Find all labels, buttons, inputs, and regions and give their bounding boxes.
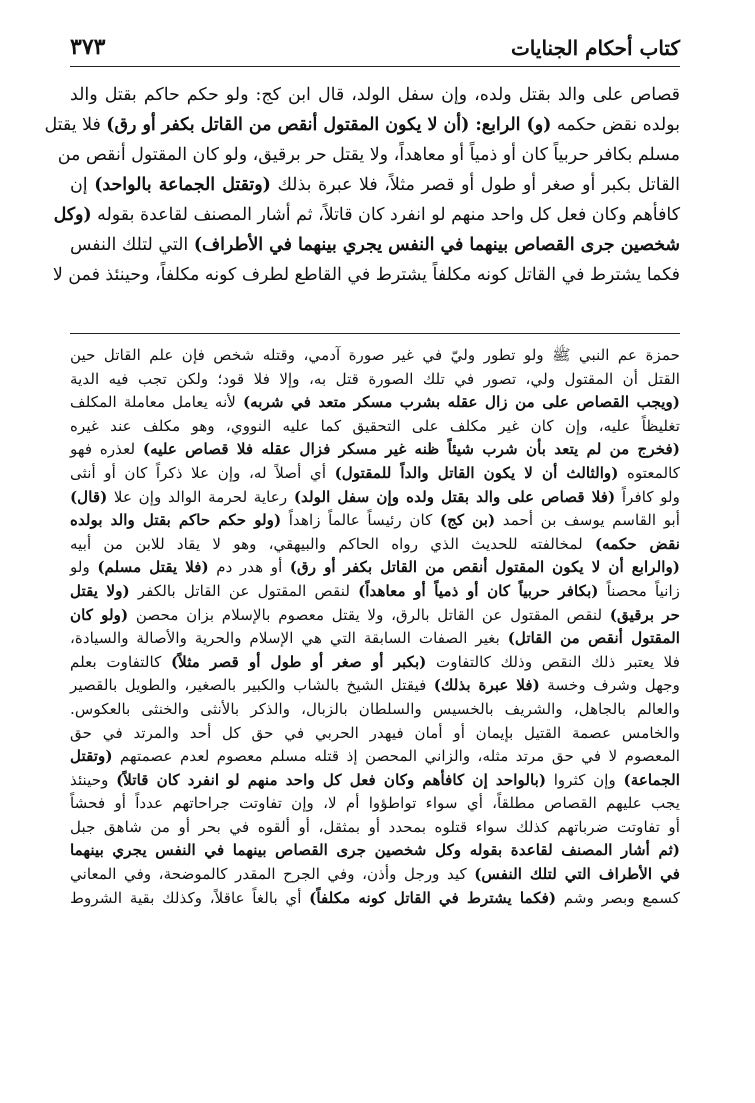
text-segment: أي بالغاً عاقلاً، وكذلك بقية الشروط <box>70 888 310 907</box>
bold-matn-segment: (بالواحد إن كافأهم وكان فعل كل واحد منهم لو انفرد كان قاتلاً) <box>116 770 547 789</box>
text-segment: فكما يشترط في القاتل كونه مكلفاً يشترط في القاطع لطرف كونه مكلفاً، وحينئذ فمن لا <box>52 265 680 285</box>
text-segment: فيقتل الشيخ بالشاب والكبير بالصغير، والطويل بالقصير <box>70 676 434 695</box>
text-segment: فلا يعتبر ذلك النقص وذلك كالتفاوت <box>426 652 680 671</box>
bold-matn-segment: (فلا عبرة بذلك) <box>433 676 540 695</box>
text-segment: والعالم بالجاهل، والشريف بالخسيس والسلطان بالزبال، والذكر بالأنثى والخنثى بالعكوس. <box>70 699 680 718</box>
bold-matn-segment: (وكل <box>53 205 92 225</box>
bold-matn-segment: (وتقتل <box>70 747 113 766</box>
bold-matn-segment: (فلا قصاص على والد بقتل ولده وإن سفل الولد) <box>293 487 616 506</box>
text-segment: وجهل وشرف وخسة <box>539 676 680 695</box>
bold-matn-segment: (فكما يشترط في القاتل كونه مكلفاً) <box>309 888 557 907</box>
text-segment: لمخالفته للحديث الذي رواه الحاكم والبيهقي، وهو لا يقاد للابن من أبيه <box>70 534 595 553</box>
commentary-line <box>70 887 680 911</box>
text-segment: رعاية لحرمة الوالد وإن علا <box>107 487 294 506</box>
commentary-line <box>70 863 680 887</box>
text-segment: القاتل بكبر أو صغر أو طول أو قصر مثلاً، فلا عبرة بذلك <box>270 175 680 195</box>
text-segment: مسلم بكافر حربياً كان أو ذمياً أو معاهداً، ولا يقتل حر برقيق، ولو كان المقتول أنقص من <box>57 145 680 165</box>
text-segment: فلا يقتل <box>44 115 107 135</box>
text-segment: والخامس عصمة القتيل بإيمان أو أمان فيهدر الحربي في حق كل أحد والمرتد في حق <box>70 723 680 742</box>
bold-matn-segment: (والرابع أن لا يكون المقتول أنقص من القاتل بكفر أو رق) <box>289 558 680 577</box>
commentary-line <box>70 792 680 816</box>
chapter-title: كتاب أحكام الجنايات <box>510 36 680 60</box>
main-text-line <box>44 110 680 140</box>
bold-matn-segment: (بكبر أو صغر أو طول أو قصر مثلاً) <box>170 652 427 671</box>
footnote-divider <box>70 333 680 334</box>
text-segment: كالمعتوه <box>618 463 680 482</box>
text-segment: كيد ورجل وأذن، وفي الجرح المقدر كالموضحة، وفي المعاني <box>70 865 475 884</box>
commentary-line <box>70 486 680 510</box>
text-segment: أبو القاسم يوسف بن أحمد <box>495 511 681 530</box>
text-segment: ولو <box>70 558 98 577</box>
text-segment: حمزة عم النبي ﷺ ولو تطور وليّ في غير صورة آدمي، وقتله شخص فإن علم القاتل حين <box>70 346 680 364</box>
text-segment: إن <box>70 175 95 195</box>
text-segment: لعذره فهو <box>70 440 143 459</box>
text-segment: تغليظاً عليه، وإن كان غير مكلف على التحقيق كما عليه النووي، وهو مكلف عند غيره <box>70 416 680 435</box>
text-segment: يجب عليهم القصاص مطلقاً، أي سواء تواطؤوا أم لا، وإن تفاوتت جراحاتهم عدداً أو فحشاً <box>70 794 680 813</box>
page-number: ٣٧٣ <box>70 34 106 60</box>
main-text-line <box>53 200 680 230</box>
text-segment: قصاص على والد بقتل ولده، وإن سفل الولد، قال ابن كج: ولو حكم حاكم بقتل والد <box>70 85 680 105</box>
text-segment: وحينئذ <box>70 770 117 789</box>
commentary-line <box>70 604 680 628</box>
bold-matn-segment: (فلا يقتل مسلم) <box>97 558 209 577</box>
commentary-line <box>70 627 680 651</box>
commentary-line <box>70 509 680 533</box>
bold-matn-segment: في الأطراف التي لتلك النفس) <box>474 865 680 884</box>
text-segment: لنقص المقتول عن القاتل بالرق، ولا يقتل معصوم بالإسلام بزان محصن <box>128 605 610 624</box>
bold-matn-segment: (قال) <box>70 487 108 506</box>
main-text-line <box>70 170 680 200</box>
running-header <box>70 32 680 67</box>
bold-matn-segment: حر برقيق) <box>609 605 681 624</box>
main-text-line <box>70 80 680 110</box>
text-segment: لنقص المقتول عن القاتل بالكفر <box>129 581 359 600</box>
commentary-line <box>70 462 680 486</box>
commentary-line <box>70 745 680 769</box>
commentary-line <box>70 769 680 793</box>
commentary-line <box>70 698 680 722</box>
commentary-line <box>70 344 680 368</box>
commentary-line <box>70 580 680 604</box>
bold-matn-segment: شخصين جرى القصاص بينهما في النفس يجري بينهما في الأطراف) <box>193 235 680 255</box>
commentary-line <box>70 415 680 439</box>
bold-matn-segment: (بن كج) <box>439 511 496 530</box>
main-text-line <box>57 140 680 170</box>
text-segment: كافأهم وكان فعل كل واحد منهم لو انفرد كان قاتلاً، ثم أشار المصنف لقاعدة بقوله <box>91 205 680 225</box>
text-segment: أو تفاوتت ضرباتهم كذلك سواء قتلوه بمحدد أو بمثقل، أو ألقوه في بحر أو من شاهق جبل <box>70 817 680 836</box>
commentary-line <box>70 368 680 392</box>
text-segment: وإن كثروا <box>546 770 624 789</box>
text-segment: بولده نقض حكمه <box>551 115 680 135</box>
commentary-line <box>70 438 680 462</box>
bold-matn-segment: (ولا يقتل <box>70 581 130 600</box>
text-segment: زانياً محصناً <box>598 581 681 600</box>
commentary-text <box>70 344 680 1084</box>
commentary-line <box>70 651 680 675</box>
bold-matn-segment: (والثالث أن لا يكون القاتل والداً للمقتول) <box>334 463 619 482</box>
commentary-line <box>70 674 680 698</box>
text-segment: القتل أن المقتول ولي، تصور في تلك الصورة قتل به، وإلا فلا قود؛ ولكن تجب فيه الدية <box>70 369 680 388</box>
bold-matn-segment: (وتقتل الجماعة بالواحد) <box>94 175 271 195</box>
main-text-line <box>52 260 680 290</box>
bold-matn-segment: المقتول أنقص من القاتل) <box>507 629 680 648</box>
text-segment: كسمع وبصر وشم <box>556 888 680 907</box>
text-segment: المعصوم لا في حق مرتد مثله، والزاني المحصن إذ قتله مسلم معصوم لعدم عصمتهم <box>112 747 680 766</box>
bold-matn-segment: (ثم أشار المصنف لقاعدة بقوله وكل شخصين جرى القصاص بينهما في النفس يجري بينهما <box>70 841 680 860</box>
bold-matn-segment: نقض حكمه) <box>594 534 680 553</box>
text-segment: لأنه يعامل معاملة المكلف <box>70 393 243 412</box>
commentary-line <box>70 556 680 580</box>
text-segment: كالتفاوت بعلم <box>70 652 171 671</box>
text-segment: التي لتلك النفس <box>70 235 194 255</box>
commentary-line <box>70 391 680 415</box>
bold-matn-segment: (فخرج من لم يتعد بأن شرب شيئاً ظنه غير مسكر فزال عقله فلا قصاص عليه) <box>142 440 680 459</box>
bold-matn-segment: (ولو كان <box>70 605 129 624</box>
text-segment: أي أصلاً له، وإن علا ذكراً كان أو أنثى <box>70 463 335 482</box>
bold-matn-segment: (بكافر حربياً كان أو ذمياً أو معاهداً) <box>358 581 599 600</box>
text-segment: أو هدر دم <box>208 558 290 577</box>
bold-matn-segment: (و) الرابع: (أن لا يكون المقتول أنقص من القاتل بكفر أو رق) <box>106 115 552 135</box>
bold-matn-segment: (ويجب القصاص على من زال عقله بشرب مسكر متعد في شربه) <box>242 393 680 412</box>
text-segment: بغير الصفات السابقة التي هي الإسلام والحرية والأصالة والسيادة، <box>70 629 508 648</box>
commentary-line <box>70 533 680 557</box>
main-text-line <box>70 230 680 260</box>
text-segment: ولو كافراً <box>615 487 681 506</box>
text-segment: كان رئيساً عالماً زاهداً <box>281 511 440 530</box>
commentary-line <box>70 816 680 840</box>
commentary-line <box>70 722 680 746</box>
bold-matn-segment: (ولو حكم حاكم بقتل والد بولده <box>70 511 282 530</box>
bold-matn-segment: الجماعة) <box>623 770 680 789</box>
main-text <box>44 80 680 332</box>
commentary-line <box>70 839 680 863</box>
